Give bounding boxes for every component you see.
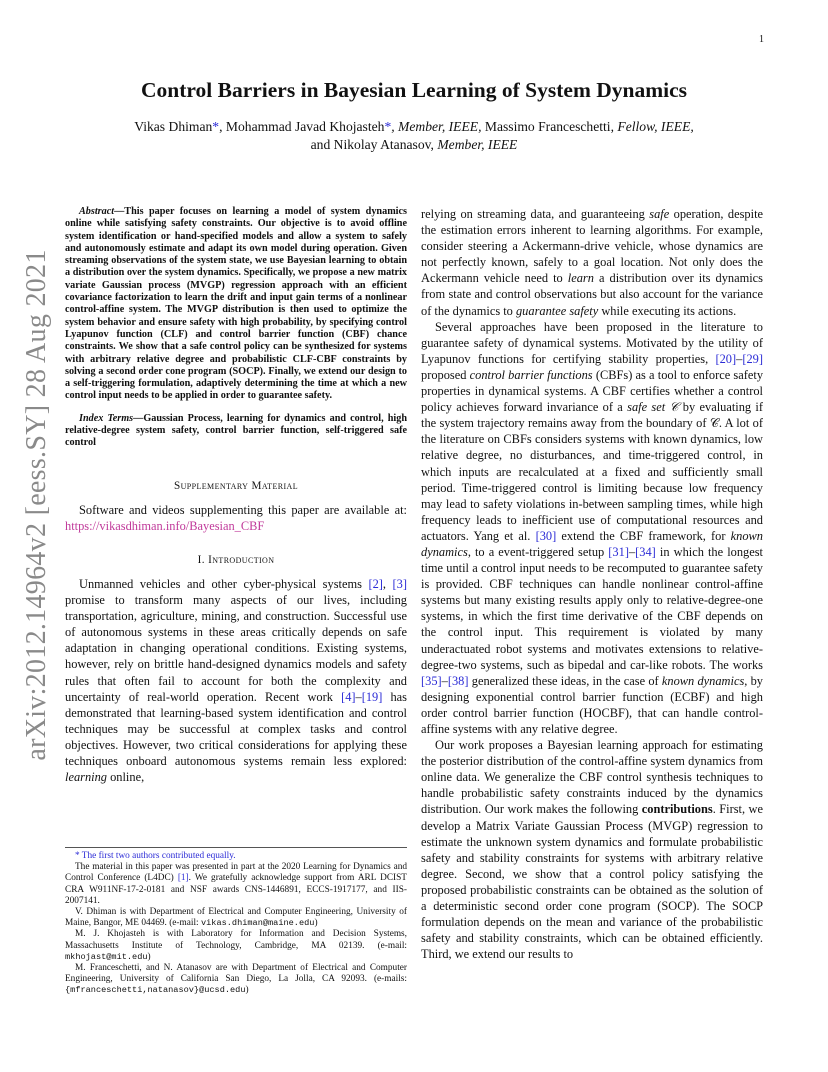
citation-link[interactable]: [31] [608,544,629,559]
author-name: , Mohammad Javad Khojasteh [219,119,385,134]
footnotes [65,847,407,997]
citation-link[interactable]: [35] [421,673,442,688]
body-paragraph: Our work proposes a Bayesian learning approach for estimating the posterior distribution of the control-affine system dynamics from online data. We generalize the CBF control synthesis techniques to handle probabilistic safety constraints induced by the dynamics distribution. Our work makes the following contributions. First, we develop a Matrix Variate Gaussian Process (MVGP) regression to estimate the unknown system dynamics and formulate probabilistic safety and stability constraints for systems with arbitrary relative degree. Second, we show that a control policy satisfying the proposed probabilistic constraints can be obtained as the solution of a deterministic second order cone program (SOCP). The SOCP formulation depends on the mean and variance of the probabilistic safety and stability constraints, which can be obtained efficiently. Third, we extend our results to [421,738,763,962]
citation-link[interactable]: [30] [535,528,557,543]
right-column [421,206,763,962]
author-affil: , Member, IEEE, [391,119,482,134]
citation-link[interactable]: [38] [447,673,469,688]
citation-link[interactable]: [19] [361,689,383,704]
intro-paragraph: Unmanned vehicles and other cyber-physical systems [2], [3] promise to transform many aspects of our lives, including transportation, agriculture, mining, and construction. Successful use of autonomous systems in these areas critically depends on safe adaptation in changing operational conditions. Existing systems, however, rely on brittle hand-designed dynamics models and safety rules that often fail to account for both the complexity and uncertainty of real-world operation. Recent work [4]–[19] has demonstrated that learning-based system identification and control techniques may be successful at complex tasks and control objectives. However, two critical considerations for applying these techniques onboard autonomous systems remain less explored: learning online, [65,577,407,785]
introduction-heading: I. Introduction [197,553,275,566]
page-number: 1 [759,34,764,45]
author-name: Vikas Dhiman [134,119,213,134]
citation-link[interactable]: [29] [742,351,763,366]
author-list [60,118,768,154]
footnote: M. Franceschetti, and N. Atanasov are with Department of Electrical and Computer Engineering, University of California San Diego, La Jolla, CA 92093. (e-mails: {mfranceschetti,natanasov}@ucsd.edu) [65,963,407,996]
supplementary-text: Software and videos supplementing this paper are available at: https://vikasdhiman.info/Bayesian_CBF [65,502,407,533]
arxiv-id-text: arXiv:2012.14964v2 [eess.SY] 28 Aug 2021 [21,249,52,761]
footnote: * The first two authors contributed equally. [75,851,236,861]
body-paragraph: relying on streaming data, and guaranteeing safe operation, despite the estimation errors inherent to learning algorithms. For example, consider steering a Ackermann-drive vehicle, whose dynamics are not perfectly known, safely to a goal location. Not only does the Ackermann vehicle need to learn a distribution over its dynamics from state and control observations but also account for the variance of the dynamics to guarantee safety while executing its actions. [421,207,764,318]
footnote: The material in this paper was presented in part at the 2020 Learning for Dynamics and Control Conference (L4DC) [1]. We gratefully acknowledge support from ARL DCIST CRA W911NF-17-2-0181 and NSF awards CNS-1446891, ECCS-1917177, and IIS-2007141. [65,862,407,906]
paper-title: Control Barriers in Bayesian Learning of System Dynamics [140,78,688,102]
citation-link[interactable]: [4] [341,689,356,704]
index-terms-text: —Gaussian Process, learning for dynamics and control, high relative-degree system safety, control barrier function, self-triggered safe control [65,412,407,449]
author-affil: Fellow, IEEE, [617,119,694,134]
abstract [65,206,407,403]
citation-link[interactable]: [3] [392,577,407,592]
supplementary-heading: Supplementary Material [173,479,299,492]
footnote: V. Dhiman is with Department of Electrical and Computer Engineering, University of Maine, Bangor, ME 04469. (e-mail: vikas.dhiman@maine.edu) [65,907,407,929]
index-terms [65,413,407,450]
supplementary-link[interactable]: https://vikasdhiman.info/Bayesian_CBF [65,518,265,533]
asterisk-marker: * [212,119,220,134]
abstract-text: —This paper focuses on learning a model of system dynamics online while satisfying safety constraints. Our objective is to avoid offline system identification or hand-specified models and allow a system to safely and autonomously estimate and adapt its own model during operation. Given streaming observations of the system state, we use Bayesian learning to obtain a distribution over the system dynamics. Specifically, we propose a new matrix variate Gaussian process (MVGP) regression approach with an efficient covariance factorization to learn the drift and input gain terms of a nonlinear control-affine system. The MVGP distribution is then used to optimize the system behavior and ensure safety with high probability, by specifying control Lyapunov function (CLF) and control barrier function (CBF) chance constraints. We show that a safe control policy can be synthesized for systems with arbitrary relative degree and probabilistic CLF-CBF constraints by solving a second order cone program (SOCP). Finally, we extend our design to a self-triggering formulation, adaptively determining the time at which a new control input needs to be applied in order to guarantee safety. [65,206,407,402]
email-address: vikas.dhiman@maine.edu [200,918,315,929]
author-name: and Nikolay Atanasov, [310,137,438,152]
email-address: mkhojast@mit.edu [65,951,148,962]
footnote: M. J. Khojasteh is with Laboratory for Information and Decision Systems, Massachusetts Institute of Technology, Cambridge, MA 02139. (e-mail: mkhojast@mit.edu) [65,929,407,962]
author-affil: Member, IEEE [437,137,518,152]
arxiv-identifier [16,225,58,785]
citation-link[interactable]: [20] [715,351,737,366]
citation-link[interactable]: [34] [635,544,656,559]
email-address: {mfranceschetti,natanasov}@ucsd.edu [65,985,246,996]
body-paragraph: Several approaches have been proposed in the literature to guarantee safety of dynamical systems. Motivated by the utility of Lyapunov functions for certifying stability properties, [20]–[29] proposed control barrier functions (CBFs) as a tool to enforce safety properties in dynamical systems. A CBF certifies whether a control policy achieves forward invariance of a safe set 𝒞 by evaluating if the system trajectory remains away from the boundary of 𝒞. A lot of the literature on CBFs considers systems with known dynamics, low relative degree, no disturbances, and time-triggered control, in which inputs are recalculated at a fixed and sufficiently small period. Time-triggered control is limiting because low frequency may lead to safety violations in-between sampling times, while high frequency leads to inefficient use of computational resources and actuators. Yang et al. [30] extend the CBF framework, for known dynamics, to a event-triggered setup [31]–[34] in which the longest time until a control input needs to be recomputed to guarantee safety is provided. CBF techniques can handle nonlinear control-affine systems but many existing results apply only to relative-degree-one systems, in which the first time derivative of the CBF depends on the control input. This requirement is violated by many underactuated robot systems and motivates extensions to relative-degree-two systems, such as bipedal and car-like robots. The works [35]–[38] generalized these ideas, in the case of known dynamics, by designing exponential control barrier function (ECBF) and high order control barrier function (HOCBF), that can handle control-affine systems with any relative degree. [421,319,764,736]
left-column [65,206,407,785]
index-terms-label: Index Terms [79,412,134,424]
citation-link[interactable]: [1] [177,873,189,884]
citation-link[interactable]: [2] [368,577,383,592]
author-name: Massimo Franceschetti, [481,119,618,134]
abstract-label: Abstract [79,206,115,217]
asterisk-marker: * [384,119,392,134]
